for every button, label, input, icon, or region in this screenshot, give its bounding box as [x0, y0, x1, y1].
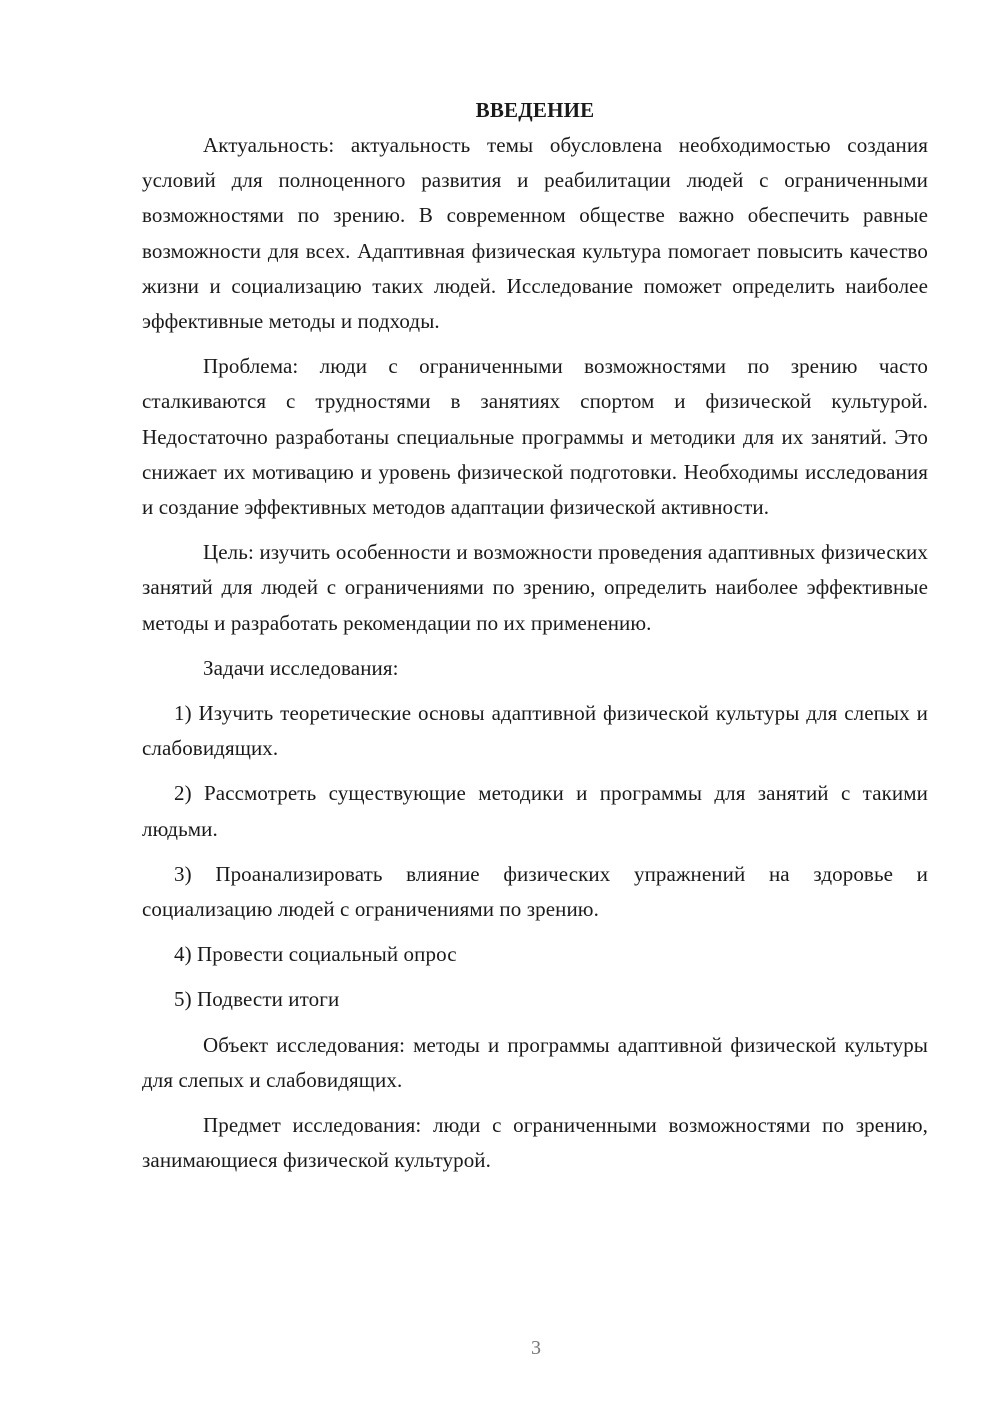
spacer: [142, 641, 928, 651]
spacer: [142, 1098, 928, 1108]
page-number: 3: [531, 1337, 541, 1359]
subject-paragraph: Предмет исследования: люди с ограниченными возможностями по зрению, занимающиеся физической культурой.: [142, 1113, 928, 1173]
spacer: [142, 766, 928, 776]
page-title: ВВЕДЕНИЕ: [475, 98, 595, 122]
relevance-paragraph: Актуальность: актуальность темы обусловлена необходимостью создания условий для полноценного развития и реабилитации людей с ограниченными возможностями по зрению. В современном обществе важно обеспечить равные возможности для всех. Адаптивная физическая культура помогает повысить качество жизни и социализацию таких людей. Исследование поможет определить наиболее эффективные методы и подходы.: [142, 133, 928, 334]
spacer: [142, 339, 928, 349]
spacer: [142, 525, 928, 535]
tasks-heading: Задачи исследования:: [203, 655, 399, 680]
task-item-1: 1) Изучить теоретические основы адаптивной физической культуры для слепых и слабовидящих.: [142, 701, 928, 761]
task-item-3: 3) Проанализировать влияние физических упражнений на здоровье и социализацию людей с ограничениями по зрению.: [142, 861, 928, 922]
spacer: [142, 927, 928, 937]
task-item-4: 4) Провести социальный опрос: [174, 942, 457, 967]
spacer: [142, 847, 928, 857]
task-item-5: 5) Подвести итоги: [174, 987, 340, 1012]
object-paragraph: Объект исследования: методы и программы адаптивной физической культуры для слепых и слабовидящих.: [142, 1032, 928, 1092]
task-item-2: 2) Рассмотреть существующие методики и программы для занятий с такими людьми.: [142, 781, 928, 841]
spacer: [142, 686, 928, 696]
spacer: [142, 1018, 928, 1028]
spacer: [142, 972, 928, 982]
goal-paragraph: Цель: изучить особенности и возможности проведения адаптивных физических занятий для людей с ограничениями по зрению, определить наиболее эффективные методы и разработать рекомендации по их применению.: [142, 540, 928, 635]
problem-paragraph: Проблема: люди с ограниченными возможностями по зрению часто сталкиваются с трудностями в занятиях спортом и физической культурой. Недостаточно разработаны специальные программы и методики для их занятий. Это снижает их мотивацию и уровень физической подготовки. Необходимы исследования и создание эффективных методов адаптации физической активности.: [142, 354, 928, 520]
document-page: [142, 92, 928, 1178]
